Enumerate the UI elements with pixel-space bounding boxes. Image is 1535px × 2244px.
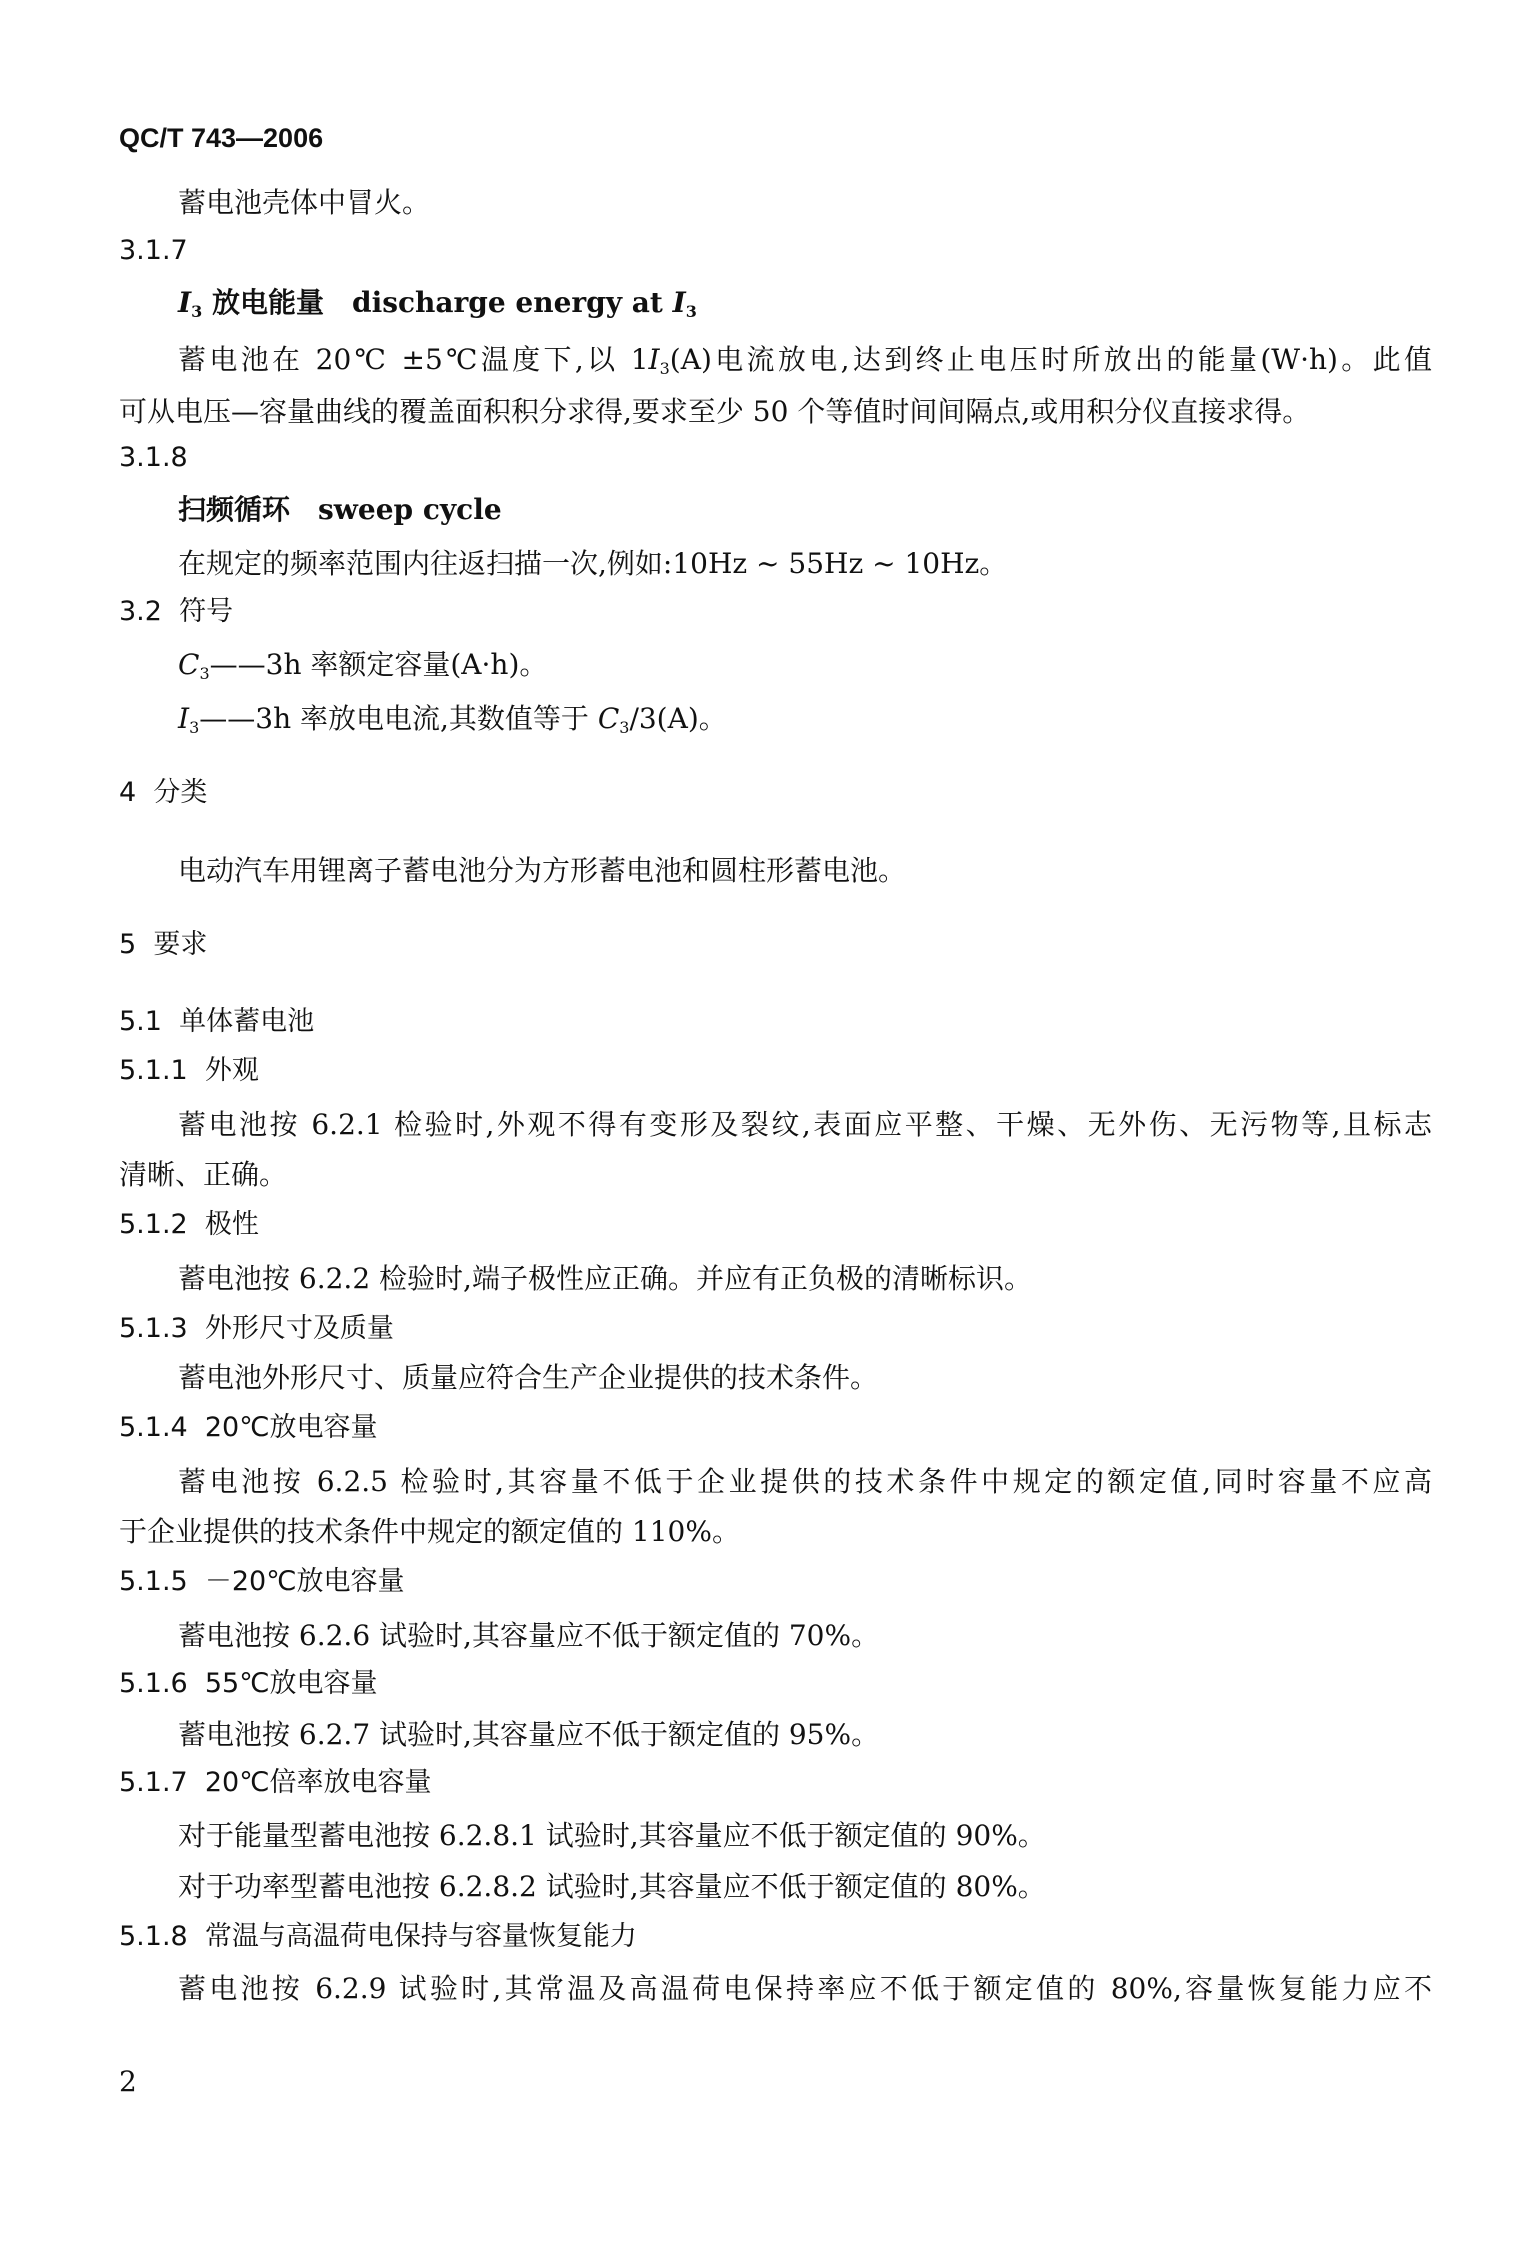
subscript: 3 <box>619 718 630 737</box>
subscript: 3 <box>659 359 670 378</box>
section-5-1-4: 5.1.4 20℃放电容量 <box>119 1412 378 1443</box>
term-zh: 放电能量 <box>202 286 324 319</box>
symbol-c3 <box>178 648 547 682</box>
symbol-I: I <box>648 343 660 376</box>
paragraph-continuation: 蓄电池壳体中冒火。 <box>178 186 431 219</box>
section-5-1-6: 5.1.6 55℃放电容量 <box>119 1668 378 1699</box>
subscript: 3 <box>191 302 203 321</box>
paragraph: 对于能量型蓄电池按 6.2.8.1 试验时,其容量应不低于额定值的 90%。 <box>178 1819 1046 1852</box>
text: 蓄电池在 20℃ ±5℃温度下,以 1 <box>178 343 649 376</box>
definition-text: 可从电压—容量曲线的覆盖面积积分求得,要求至少 50 个等值时间间隔点,或用积分仪直接求得。 <box>119 395 1311 428</box>
subscript: 3 <box>685 302 697 321</box>
symbol-I: I <box>178 286 192 319</box>
section-5-1-8: 5.1.8 常温与高温荷电保持与容量恢复能力 <box>119 1921 637 1952</box>
subscript: 3 <box>199 664 210 683</box>
symbol-I: I <box>178 702 190 735</box>
section-3-1-7: 3.1.7 <box>119 235 188 266</box>
paragraph: 蓄电池按 6.2.1 检验时,外观不得有变形及裂纹,表面应平整、干燥、无外伤、无污物等,且标志 <box>178 1108 1432 1141</box>
section-4: 4 分类 <box>119 777 208 808</box>
paragraph: 电动汽车用锂离子蓄电池分为方形蓄电池和圆柱形蓄电池。 <box>178 854 907 887</box>
term-title-sweep-cycle <box>178 493 502 527</box>
paragraph: 蓄电池按 6.2.5 检验时,其容量不低于企业提供的技术条件中规定的额定值,同时容量不应高 <box>178 1465 1432 1498</box>
paragraph: 对于功率型蓄电池按 6.2.8.2 试验时,其容量应不低于额定值的 80%。 <box>178 1870 1046 1903</box>
text: /3(A)。 <box>629 702 727 735</box>
symbol-C: C <box>178 648 200 681</box>
text: ——3h 率放电电流,其数值等于 <box>199 702 598 735</box>
section-3-1-8: 3.1.8 <box>119 442 188 473</box>
symbol-C: C <box>597 702 620 735</box>
definition-text: 在规定的频率范围内往返扫描一次,例如:10Hz ~ 55Hz ~ 10Hz。 <box>178 547 1008 580</box>
section-5: 5 要求 <box>119 929 208 960</box>
term-zh: 扫频循环 <box>178 493 291 526</box>
paragraph: 蓄电池按 6.2.2 检验时,端子极性应正确。并应有正负极的清晰标识。 <box>178 1262 1032 1295</box>
section-3-2: 3.2 符号 <box>119 596 234 627</box>
text: (A)电流放电,达到终止电压时所放出的能量(W·h)。此值 <box>669 343 1432 376</box>
term-en: sweep cycle <box>318 493 502 526</box>
subscript: 3 <box>189 718 200 737</box>
paragraph: 清晰、正确。 <box>119 1158 288 1191</box>
paragraph: 蓄电池按 6.2.7 试验时,其容量应不低于额定值的 95%。 <box>178 1718 880 1751</box>
section-5-1-7: 5.1.7 20℃倍率放电容量 <box>119 1767 432 1798</box>
paragraph: 于企业提供的技术条件中规定的额定值的 110%。 <box>119 1515 740 1548</box>
symbol-i3 <box>178 702 727 736</box>
term-title-discharge-energy <box>178 286 697 320</box>
text: ——3h 率额定容量(A·h)。 <box>209 648 548 681</box>
section-5-1: 5.1 单体蓄电池 <box>119 1006 315 1037</box>
section-5-1-1: 5.1.1 外观 <box>119 1055 259 1086</box>
symbol-I: I <box>672 286 686 319</box>
section-5-1-3: 5.1.3 外形尺寸及质量 <box>119 1313 394 1344</box>
page-number: 2 <box>119 2065 137 2098</box>
paragraph: 蓄电池按 6.2.6 试验时,其容量应不低于额定值的 70%。 <box>178 1619 880 1652</box>
definition-text <box>178 343 1432 377</box>
standard-number: QC/T 743—2006 <box>119 123 324 153</box>
section-5-1-2: 5.1.2 极性 <box>119 1209 259 1240</box>
term-en: discharge energy at <box>352 286 673 319</box>
paragraph: 蓄电池按 6.2.9 试验时,其常温及高温荷电保持率应不低于额定值的 80%,容量恢复能力应不 <box>178 1972 1432 2005</box>
paragraph: 蓄电池外形尺寸、质量应符合生产企业提供的技术条件。 <box>178 1361 879 1394</box>
section-5-1-5: 5.1.5 －20℃放电容量 <box>119 1566 405 1597</box>
